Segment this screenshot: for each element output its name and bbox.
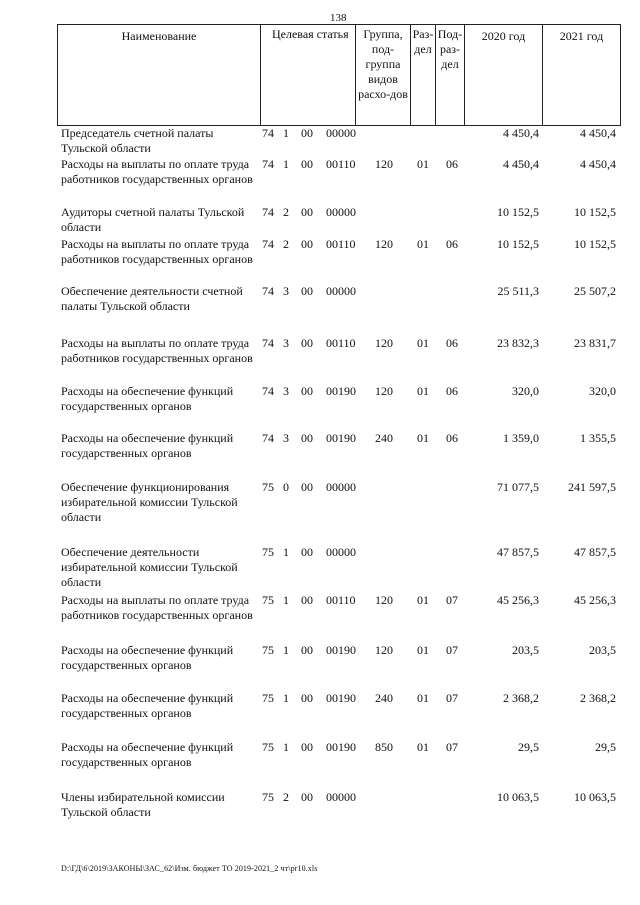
cell-y2: 10 152,5 xyxy=(574,237,616,251)
cell-grp: 240 xyxy=(375,431,393,445)
cell-y1: 45 256,3 xyxy=(497,593,539,607)
header-subsection: Под-раз-дел xyxy=(436,25,465,126)
cell-k2: 1 xyxy=(283,691,289,705)
cell-k4: 00000 xyxy=(326,790,356,804)
cell-k1: 74 xyxy=(262,431,274,445)
cell-sec: 01 xyxy=(417,740,429,754)
cell-k3: 00 xyxy=(301,237,313,251)
cell-name: Обеспечение деятельности счетной палаты Тульской области xyxy=(61,284,243,313)
cell-y1: 10 063,5 xyxy=(497,790,539,804)
cell-y1: 1 359,0 xyxy=(503,431,539,445)
cell-sec: 01 xyxy=(417,431,429,445)
cell-k1: 75 xyxy=(262,691,274,705)
cell-sec: 01 xyxy=(417,691,429,705)
cell-y1: 320,0 xyxy=(512,384,539,398)
cell-k2: 1 xyxy=(283,126,289,140)
cell-name: Расходы на выплаты по оплате труда работников государственных органов xyxy=(61,237,253,266)
cell-sub: 06 xyxy=(446,336,458,350)
cell-grp: 120 xyxy=(375,593,393,607)
header-year-2020: 2020 год xyxy=(465,25,543,126)
header-target: Целевая статья xyxy=(261,25,356,126)
cell-y2: 10 063,5 xyxy=(574,790,616,804)
cell-grp: 120 xyxy=(375,643,393,657)
cell-k3: 00 xyxy=(301,157,313,171)
cell-y2: 10 152,5 xyxy=(574,205,616,219)
cell-k3: 00 xyxy=(301,545,313,559)
cell-name: Аудиторы счетной палаты Тульской области xyxy=(61,205,245,234)
cell-k3: 00 xyxy=(301,480,313,494)
cell-k1: 75 xyxy=(262,480,274,494)
cell-k3: 00 xyxy=(301,593,313,607)
cell-sub: 07 xyxy=(446,740,458,754)
cell-sec: 01 xyxy=(417,384,429,398)
cell-y2: 241 597,5 xyxy=(568,480,616,494)
cell-y2: 320,0 xyxy=(589,384,616,398)
cell-k4: 00110 xyxy=(326,237,356,251)
cell-k2: 2 xyxy=(283,790,289,804)
cell-k4: 00190 xyxy=(326,384,356,398)
cell-k3: 00 xyxy=(301,384,313,398)
cell-y1: 71 077,5 xyxy=(497,480,539,494)
cell-grp: 240 xyxy=(375,691,393,705)
cell-k4: 00000 xyxy=(326,480,356,494)
header-section: Раз-дел xyxy=(411,25,436,126)
cell-name: Расходы на обеспечение функций государственных органов xyxy=(61,431,234,460)
cell-grp: 120 xyxy=(375,237,393,251)
cell-y1: 10 152,5 xyxy=(497,205,539,219)
header-group: Группа, под-группа видов расхо-дов xyxy=(356,25,411,126)
cell-k4: 00000 xyxy=(326,205,356,219)
cell-k2: 1 xyxy=(283,643,289,657)
cell-name: Председатель счетной палаты Тульской области xyxy=(61,126,214,155)
file-path-footer: D:\ГД\6\2019\ЗАКОНЫ\ЗАС_62\Изм. бюджет ТО 2019-2021_2 чт\pr10.xls xyxy=(61,864,318,873)
cell-name: Расходы на обеспечение функций государственных органов xyxy=(61,384,234,413)
cell-name: Расходы на обеспечение функций государственных органов xyxy=(61,643,234,672)
cell-name: Расходы на обеспечение функций государственных органов xyxy=(61,740,234,769)
page-number: 138 xyxy=(330,12,347,24)
cell-y1: 29,5 xyxy=(518,740,539,754)
cell-grp: 120 xyxy=(375,157,393,171)
cell-name: Расходы на выплаты по оплате труда работников государственных органов xyxy=(61,336,253,365)
cell-y1: 2 368,2 xyxy=(503,691,539,705)
cell-y1: 25 511,3 xyxy=(497,284,539,298)
cell-sec: 01 xyxy=(417,593,429,607)
cell-name: Обеспечение функционирования избирательной комиссии Тульской области xyxy=(61,480,238,524)
cell-k4: 00190 xyxy=(326,643,356,657)
cell-grp: 850 xyxy=(375,740,393,754)
cell-y1: 203,5 xyxy=(512,643,539,657)
cell-sub: 07 xyxy=(446,593,458,607)
cell-k4: 00110 xyxy=(326,336,356,350)
cell-k4: 00190 xyxy=(326,431,356,445)
cell-k1: 74 xyxy=(262,126,274,140)
cell-y2: 2 368,2 xyxy=(580,691,616,705)
cell-k1: 75 xyxy=(262,643,274,657)
cell-k1: 75 xyxy=(262,740,274,754)
cell-k4: 00110 xyxy=(326,157,356,171)
cell-k3: 00 xyxy=(301,691,313,705)
cell-k2: 1 xyxy=(283,593,289,607)
cell-k4: 00000 xyxy=(326,545,356,559)
cell-y2: 4 450,4 xyxy=(580,126,616,140)
cell-k1: 74 xyxy=(262,205,274,219)
cell-k1: 74 xyxy=(262,284,274,298)
cell-name: Расходы на выплаты по оплате труда работников государственных органов xyxy=(61,157,253,186)
cell-k1: 74 xyxy=(262,384,274,398)
cell-sec: 01 xyxy=(417,157,429,171)
cell-y2: 1 355,5 xyxy=(580,431,616,445)
cell-k3: 00 xyxy=(301,431,313,445)
cell-k1: 75 xyxy=(262,545,274,559)
cell-k1: 75 xyxy=(262,593,274,607)
cell-k2: 1 xyxy=(283,740,289,754)
cell-sub: 06 xyxy=(446,157,458,171)
cell-k3: 00 xyxy=(301,336,313,350)
cell-sub: 06 xyxy=(446,384,458,398)
cell-y2: 47 857,5 xyxy=(574,545,616,559)
cell-k3: 00 xyxy=(301,643,313,657)
cell-y2: 45 256,3 xyxy=(574,593,616,607)
cell-sec: 01 xyxy=(417,237,429,251)
cell-name: Обеспечение деятельности избирательной комиссии Тульской области xyxy=(61,545,238,589)
cell-k1: 74 xyxy=(262,336,274,350)
cell-sub: 07 xyxy=(446,691,458,705)
cell-k2: 3 xyxy=(283,384,289,398)
cell-sub: 07 xyxy=(446,643,458,657)
cell-grp: 120 xyxy=(375,384,393,398)
cell-k2: 2 xyxy=(283,205,289,219)
cell-y1: 47 857,5 xyxy=(497,545,539,559)
cell-k2: 1 xyxy=(283,157,289,171)
cell-name: Члены избирательной комиссии Тульской области xyxy=(61,790,225,819)
cell-k2: 3 xyxy=(283,284,289,298)
cell-y1: 10 152,5 xyxy=(497,237,539,251)
cell-k3: 00 xyxy=(301,126,313,140)
cell-sub: 06 xyxy=(446,431,458,445)
cell-k2: 3 xyxy=(283,336,289,350)
header-name: Наименование xyxy=(58,25,261,126)
cell-name: Расходы на обеспечение функций государственных органов xyxy=(61,691,234,720)
cell-sub: 06 xyxy=(446,237,458,251)
cell-y2: 203,5 xyxy=(589,643,616,657)
cell-k1: 74 xyxy=(262,157,274,171)
cell-k2: 0 xyxy=(283,480,289,494)
cell-y2: 25 507,2 xyxy=(574,284,616,298)
cell-k3: 00 xyxy=(301,284,313,298)
cell-y2: 29,5 xyxy=(595,740,616,754)
cell-k4: 00190 xyxy=(326,691,356,705)
cell-y2: 23 831,7 xyxy=(574,336,616,350)
cell-grp: 120 xyxy=(375,336,393,350)
cell-sec: 01 xyxy=(417,336,429,350)
header-year-2021: 2021 год xyxy=(543,25,621,126)
cell-k2: 2 xyxy=(283,237,289,251)
cell-k4: 00000 xyxy=(326,284,356,298)
cell-k4: 00110 xyxy=(326,593,356,607)
cell-name: Расходы на выплаты по оплате труда работников государственных органов xyxy=(61,593,253,622)
cell-y1: 23 832,3 xyxy=(497,336,539,350)
cell-y1: 4 450,4 xyxy=(503,157,539,171)
cell-k2: 3 xyxy=(283,431,289,445)
table-header xyxy=(57,24,621,126)
cell-y2: 4 450,4 xyxy=(580,157,616,171)
cell-k4: 00000 xyxy=(326,126,356,140)
cell-k3: 00 xyxy=(301,205,313,219)
cell-k3: 00 xyxy=(301,790,313,804)
cell-sec: 01 xyxy=(417,643,429,657)
cell-k1: 75 xyxy=(262,790,274,804)
cell-k3: 00 xyxy=(301,740,313,754)
cell-k1: 74 xyxy=(262,237,274,251)
cell-k4: 00190 xyxy=(326,740,356,754)
cell-k2: 1 xyxy=(283,545,289,559)
cell-y1: 4 450,4 xyxy=(503,126,539,140)
